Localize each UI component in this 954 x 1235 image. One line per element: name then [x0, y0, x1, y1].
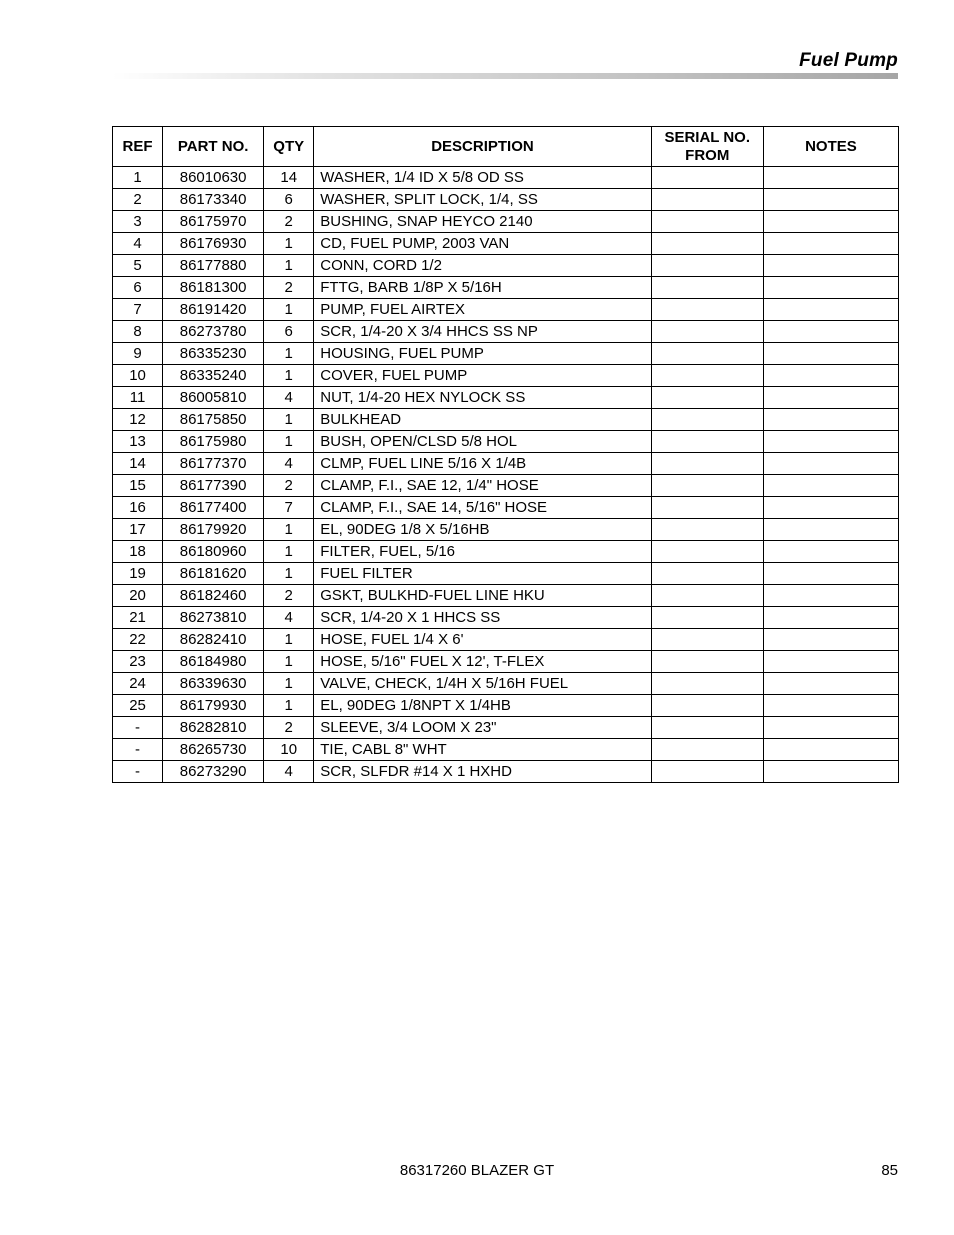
- cell-ref: 15: [113, 475, 163, 497]
- table-row: [113, 629, 899, 651]
- cell-part-no: 86282810: [163, 717, 264, 739]
- cell-part-no: 86282410: [163, 629, 264, 651]
- cell-description: CLAMP, F.I., SAE 12, 1/4" HOSE: [314, 475, 651, 497]
- table-row: [113, 673, 899, 695]
- cell-qty: 1: [264, 673, 314, 695]
- cell-qty: 1: [264, 519, 314, 541]
- table-row: [113, 321, 899, 343]
- cell-qty: 1: [264, 409, 314, 431]
- cell-ref: 21: [113, 607, 163, 629]
- cell-serial-no-from: [651, 629, 763, 651]
- cell-part-no: 86176930: [163, 233, 264, 255]
- cell-ref: 3: [113, 211, 163, 233]
- cell-description: VALVE, CHECK, 1/4H X 5/16H FUEL: [314, 673, 651, 695]
- cell-description: TIE, CABL 8" WHT: [314, 739, 651, 761]
- table-row: [113, 563, 899, 585]
- cell-qty: 6: [264, 189, 314, 211]
- cell-serial-no-from: [651, 695, 763, 717]
- table-row: [113, 475, 899, 497]
- footer-document-title: 86317260 BLAZER GT: [399, 1162, 555, 1179]
- cell-part-no: 86173340: [163, 189, 264, 211]
- cell-qty: 1: [264, 299, 314, 321]
- cell-serial-no-from: [651, 541, 763, 563]
- cell-ref: 13: [113, 431, 163, 453]
- cell-part-no: 86005810: [163, 387, 264, 409]
- cell-qty: 4: [264, 607, 314, 629]
- cell-serial-no-from: [651, 673, 763, 695]
- table-row: [113, 431, 899, 453]
- table-row: [113, 387, 899, 409]
- cell-part-no: 86273290: [163, 761, 264, 783]
- table-row: [113, 519, 899, 541]
- table-row: [113, 255, 899, 277]
- cell-qty: 2: [264, 475, 314, 497]
- cell-part-no: 86010630: [163, 167, 264, 189]
- cell-serial-no-from: [651, 277, 763, 299]
- cell-ref: 22: [113, 629, 163, 651]
- cell-part-no: 86179930: [163, 695, 264, 717]
- cell-notes: [763, 761, 898, 783]
- cell-part-no: 86177390: [163, 475, 264, 497]
- cell-description: HOSE, 5/16" FUEL X 12', T-FLEX: [314, 651, 651, 673]
- cell-qty: 4: [264, 761, 314, 783]
- cell-serial-no-from: [651, 167, 763, 189]
- cell-description: EL, 90DEG 1/8NPT X 1/4HB: [314, 695, 651, 717]
- cell-notes: [763, 717, 898, 739]
- table-row: [113, 299, 899, 321]
- cell-ref: 18: [113, 541, 163, 563]
- column-header-notes: NOTES: [763, 127, 898, 167]
- cell-serial-no-from: [651, 585, 763, 607]
- cell-description: CD, FUEL PUMP, 2003 VAN: [314, 233, 651, 255]
- cell-description: SCR, 1/4-20 X 3/4 HHCS SS NP: [314, 321, 651, 343]
- cell-serial-no-from: [651, 255, 763, 277]
- cell-notes: [763, 431, 898, 453]
- cell-part-no: 86191420: [163, 299, 264, 321]
- cell-description: HOUSING, FUEL PUMP: [314, 343, 651, 365]
- cell-qty: 1: [264, 695, 314, 717]
- section-title: Fuel Pump: [799, 50, 898, 71]
- cell-description: EL, 90DEG 1/8 X 5/16HB: [314, 519, 651, 541]
- cell-description: COVER, FUEL PUMP: [314, 365, 651, 387]
- cell-notes: [763, 497, 898, 519]
- cell-description: SCR, 1/4-20 X 1 HHCS SS: [314, 607, 651, 629]
- cell-part-no: 86181300: [163, 277, 264, 299]
- cell-qty: 7: [264, 497, 314, 519]
- table-header-row: [113, 127, 899, 167]
- cell-serial-no-from: [651, 717, 763, 739]
- cell-part-no: 86273810: [163, 607, 264, 629]
- cell-qty: 4: [264, 387, 314, 409]
- cell-part-no: 86335240: [163, 365, 264, 387]
- table-row: [113, 343, 899, 365]
- table-row: [113, 453, 899, 475]
- cell-serial-no-from: [651, 607, 763, 629]
- cell-notes: [763, 563, 898, 585]
- cell-part-no: 86335230: [163, 343, 264, 365]
- column-header-serial-no-from: [651, 127, 763, 167]
- cell-description: HOSE, FUEL 1/4 X 6': [314, 629, 651, 651]
- table-row: [113, 541, 899, 563]
- cell-ref: 10: [113, 365, 163, 387]
- cell-ref: 4: [113, 233, 163, 255]
- cell-qty: 6: [264, 321, 314, 343]
- cell-part-no: 86181620: [163, 563, 264, 585]
- cell-serial-no-from: [651, 739, 763, 761]
- cell-notes: [763, 299, 898, 321]
- cell-ref: 7: [113, 299, 163, 321]
- cell-part-no: 86180960: [163, 541, 264, 563]
- cell-qty: 1: [264, 541, 314, 563]
- cell-serial-no-from: [651, 343, 763, 365]
- cell-serial-no-from: [651, 299, 763, 321]
- cell-part-no: 86177370: [163, 453, 264, 475]
- cell-ref: 16: [113, 497, 163, 519]
- cell-notes: [763, 541, 898, 563]
- table-row: [113, 277, 899, 299]
- cell-notes: [763, 453, 898, 475]
- cell-qty: 1: [264, 365, 314, 387]
- table-row: [113, 607, 899, 629]
- cell-description: FILTER, FUEL, 5/16: [314, 541, 651, 563]
- cell-ref: 23: [113, 651, 163, 673]
- cell-qty: 14: [264, 167, 314, 189]
- cell-serial-no-from: [651, 475, 763, 497]
- cell-ref: 19: [113, 563, 163, 585]
- table-row: [113, 365, 899, 387]
- cell-description: NUT, 1/4-20 HEX NYLOCK SS: [314, 387, 651, 409]
- table-row: [113, 211, 899, 233]
- parts-table-body: [113, 167, 899, 783]
- cell-serial-no-from: [651, 431, 763, 453]
- header-rule: [112, 73, 898, 79]
- cell-description: FUEL FILTER: [314, 563, 651, 585]
- cell-ref: -: [113, 739, 163, 761]
- cell-ref: 9: [113, 343, 163, 365]
- cell-notes: [763, 519, 898, 541]
- table-row: [113, 739, 899, 761]
- table-row: [113, 717, 899, 739]
- cell-serial-no-from: [651, 189, 763, 211]
- cell-ref: 12: [113, 409, 163, 431]
- cell-notes: [763, 673, 898, 695]
- cell-notes: [763, 739, 898, 761]
- cell-notes: [763, 387, 898, 409]
- table-row: [113, 761, 899, 783]
- cell-ref: 6: [113, 277, 163, 299]
- cell-notes: [763, 189, 898, 211]
- table-row: [113, 585, 899, 607]
- column-header-description: DESCRIPTION: [314, 127, 651, 167]
- cell-qty: 1: [264, 629, 314, 651]
- cell-description: BULKHEAD: [314, 409, 651, 431]
- cell-serial-no-from: [651, 233, 763, 255]
- cell-qty: 1: [264, 563, 314, 585]
- cell-ref: 8: [113, 321, 163, 343]
- parts-table: [112, 126, 899, 783]
- cell-part-no: 86175850: [163, 409, 264, 431]
- cell-description: WASHER, 1/4 ID X 5/8 OD SS: [314, 167, 651, 189]
- column-header-qty: QTY: [264, 127, 314, 167]
- cell-description: GSKT, BULKHD-FUEL LINE HKU: [314, 585, 651, 607]
- cell-qty: 2: [264, 717, 314, 739]
- cell-ref: 1: [113, 167, 163, 189]
- cell-serial-no-from: [651, 563, 763, 585]
- cell-description: CLAMP, F.I., SAE 14, 5/16" HOSE: [314, 497, 651, 519]
- cell-description: BUSH, OPEN/CLSD 5/8 HOL: [314, 431, 651, 453]
- cell-serial-no-from: [651, 651, 763, 673]
- cell-serial-no-from: [651, 365, 763, 387]
- cell-serial-no-from: [651, 761, 763, 783]
- cell-ref: -: [113, 761, 163, 783]
- cell-notes: [763, 233, 898, 255]
- cell-serial-no-from: [651, 519, 763, 541]
- cell-notes: [763, 211, 898, 233]
- table-row: [113, 167, 899, 189]
- cell-description: BUSHING, SNAP HEYCO 2140: [314, 211, 651, 233]
- table-row: [113, 189, 899, 211]
- cell-part-no: 86339630: [163, 673, 264, 695]
- cell-part-no: 86177880: [163, 255, 264, 277]
- cell-notes: [763, 629, 898, 651]
- cell-notes: [763, 607, 898, 629]
- cell-serial-no-from: [651, 321, 763, 343]
- cell-notes: [763, 277, 898, 299]
- table-row: [113, 497, 899, 519]
- cell-serial-no-from: [651, 387, 763, 409]
- cell-serial-no-from: [651, 409, 763, 431]
- cell-description: CONN, CORD 1/2: [314, 255, 651, 277]
- page-number: 85: [881, 1162, 898, 1179]
- cell-serial-no-from: [651, 453, 763, 475]
- cell-qty: 1: [264, 431, 314, 453]
- table-row: [113, 695, 899, 717]
- cell-part-no: 86182460: [163, 585, 264, 607]
- cell-part-no: 86265730: [163, 739, 264, 761]
- cell-qty: 4: [264, 453, 314, 475]
- cell-description: CLMP, FUEL LINE 5/16 X 1/4B: [314, 453, 651, 475]
- serial-header-text: SERIAL NO. FROM: [664, 128, 751, 164]
- cell-qty: 1: [264, 343, 314, 365]
- cell-notes: [763, 409, 898, 431]
- cell-part-no: 86177400: [163, 497, 264, 519]
- column-header-ref: REF: [113, 127, 163, 167]
- cell-ref: 2: [113, 189, 163, 211]
- table-row: [113, 651, 899, 673]
- cell-notes: [763, 585, 898, 607]
- cell-qty: 2: [264, 211, 314, 233]
- cell-ref: 24: [113, 673, 163, 695]
- cell-part-no: 86184980: [163, 651, 264, 673]
- cell-part-no: 86175980: [163, 431, 264, 453]
- cell-part-no: 86175970: [163, 211, 264, 233]
- table-row: [113, 409, 899, 431]
- cell-qty: 10: [264, 739, 314, 761]
- cell-serial-no-from: [651, 497, 763, 519]
- cell-description: SLEEVE, 3/4 LOOM X 23": [314, 717, 651, 739]
- cell-qty: 2: [264, 585, 314, 607]
- cell-qty: 1: [264, 233, 314, 255]
- cell-notes: [763, 255, 898, 277]
- cell-notes: [763, 695, 898, 717]
- cell-notes: [763, 651, 898, 673]
- cell-qty: 1: [264, 651, 314, 673]
- cell-description: FTTG, BARB 1/8P X 5/16H: [314, 277, 651, 299]
- cell-ref: 17: [113, 519, 163, 541]
- cell-ref: 25: [113, 695, 163, 717]
- cell-ref: 11: [113, 387, 163, 409]
- cell-part-no: 86179920: [163, 519, 264, 541]
- cell-ref: -: [113, 717, 163, 739]
- cell-notes: [763, 475, 898, 497]
- cell-description: WASHER, SPLIT LOCK, 1/4, SS: [314, 189, 651, 211]
- cell-qty: 2: [264, 277, 314, 299]
- cell-part-no: 86273780: [163, 321, 264, 343]
- cell-ref: 5: [113, 255, 163, 277]
- cell-qty: 1: [264, 255, 314, 277]
- cell-ref: 14: [113, 453, 163, 475]
- cell-notes: [763, 365, 898, 387]
- cell-description: PUMP, FUEL AIRTEX: [314, 299, 651, 321]
- cell-notes: [763, 321, 898, 343]
- table-row: [113, 233, 899, 255]
- cell-notes: [763, 167, 898, 189]
- cell-serial-no-from: [651, 211, 763, 233]
- column-header-part-no: PART NO.: [163, 127, 264, 167]
- cell-notes: [763, 343, 898, 365]
- cell-ref: 20: [113, 585, 163, 607]
- cell-description: SCR, SLFDR #14 X 1 HXHD: [314, 761, 651, 783]
